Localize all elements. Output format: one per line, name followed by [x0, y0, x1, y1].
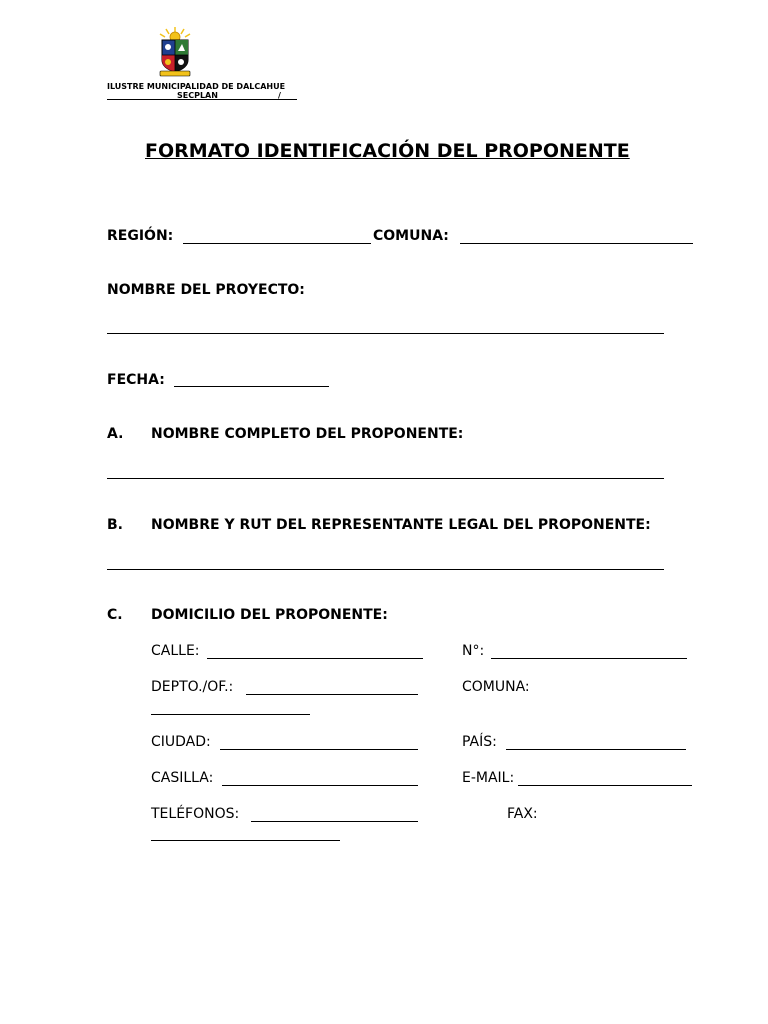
comuna-input-line[interactable]	[460, 243, 693, 244]
section-b-letter: B.	[107, 517, 123, 533]
email-input-line[interactable]	[518, 785, 692, 786]
region-label: REGIÓN:	[107, 228, 174, 244]
po-box-label: CASILLA:	[151, 770, 214, 786]
apartment-input-line[interactable]	[246, 694, 418, 695]
section-c-label: DOMICILIO DEL PROPONENTE:	[151, 607, 388, 623]
fax-input-line[interactable]	[151, 840, 340, 841]
street-input-line[interactable]	[207, 658, 423, 659]
country-label: PAÍS:	[462, 734, 497, 750]
section-c-letter: C.	[107, 607, 123, 623]
date-input-line[interactable]	[174, 386, 329, 387]
region-input-line[interactable]	[183, 243, 371, 244]
apartment-label: DEPTO./OF.:	[151, 679, 234, 695]
street-label: CALLE:	[151, 643, 200, 659]
date-label: FECHA:	[107, 372, 165, 388]
fax-label: FAX:	[507, 806, 538, 822]
municipal-coat-of-arms-icon	[154, 26, 196, 78]
address-comuna-label: COMUNA:	[462, 679, 530, 695]
number-input-line[interactable]	[491, 658, 687, 659]
page-title: FORMATO IDENTIFICACIÓN DEL PROPONENTE	[145, 140, 630, 162]
po-box-input-line[interactable]	[222, 785, 418, 786]
comuna-label: COMUNA:	[373, 228, 449, 244]
header-slash: /	[278, 91, 281, 100]
section-b-label: NOMBRE Y RUT DEL REPRESENTANTE LEGAL DEL PROPONENTE:	[151, 517, 651, 533]
department-name: SECPLAN	[177, 91, 218, 100]
email-label: E-MAIL:	[462, 770, 515, 786]
phones-input-line[interactable]	[251, 821, 418, 822]
country-input-line[interactable]	[506, 749, 686, 750]
section-a-input-line[interactable]	[107, 478, 664, 479]
number-label: N°:	[462, 643, 485, 659]
project-name-label: NOMBRE DEL PROYECTO:	[107, 282, 305, 298]
section-a-label: NOMBRE COMPLETO DEL PROPONENTE:	[151, 426, 464, 442]
city-input-line[interactable]	[220, 749, 418, 750]
phones-label: TELÉFONOS:	[151, 806, 240, 822]
section-b-input-line[interactable]	[107, 569, 664, 570]
address-comuna-input-line[interactable]	[151, 714, 310, 715]
institution-name: ILUSTRE MUNICIPALIDAD DE DALCAHUE	[107, 82, 286, 91]
project-name-input-line[interactable]	[107, 333, 664, 334]
section-a-letter: A.	[107, 426, 124, 442]
city-label: CIUDAD:	[151, 734, 211, 750]
